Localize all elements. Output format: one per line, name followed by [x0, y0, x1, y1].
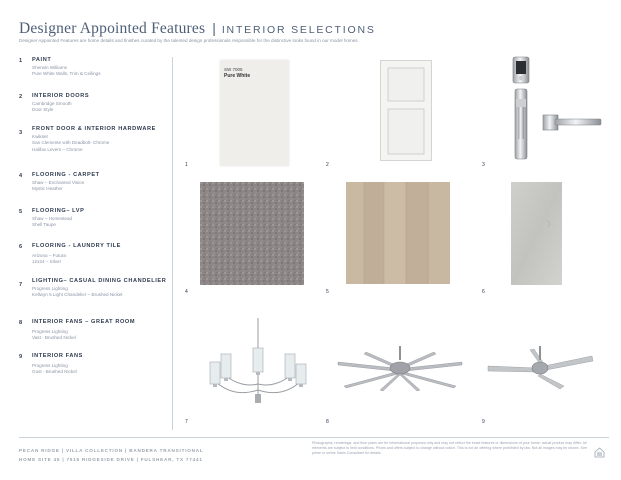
- paint-code: SW 7005: [224, 67, 243, 72]
- laundry-tile-image: [511, 182, 562, 285]
- item-number: 9: [19, 354, 23, 360]
- item-number: 8: [19, 320, 23, 326]
- item-detail: Progress Lighting: [32, 285, 68, 291]
- item-detail: Kwikset: [32, 133, 48, 139]
- great-room-fan-image: [336, 346, 464, 392]
- community-info: [19, 446, 203, 464]
- carpet-swatch-image: [200, 182, 304, 285]
- page-description: Designer Appointed Features are home details and finishes curated by the talented design professionals responsible for the distinctive looks found in our model homes.: [19, 38, 359, 43]
- item-detail: Mystic Heather: [32, 186, 63, 191]
- lvp-swatch-image: [346, 182, 450, 284]
- item-detail: Halifax Levers – Chrome: [32, 146, 83, 152]
- item-number: 4: [19, 173, 23, 179]
- selection-item-lvp: [19, 208, 169, 229]
- item-detail: Arizona – Futura: [32, 252, 66, 258]
- selection-item-chandelier: [19, 278, 169, 299]
- panel-number: 4: [185, 289, 188, 295]
- item-number: 7: [19, 282, 23, 288]
- panel-number: 5: [326, 289, 329, 295]
- item-detail: Sherwin Williams: [32, 64, 67, 70]
- selection-item-laundry-tile: [19, 243, 169, 266]
- panel-number: 8: [326, 419, 329, 425]
- item-detail: Gust - Brushed Nickel: [32, 369, 77, 374]
- community-line: PECAN RIDGE | VILLA COLLECTION | BANDERA TRANSITIONAL: [19, 448, 204, 453]
- interior-door-image: [380, 60, 432, 161]
- panel-number: 3: [482, 162, 485, 168]
- item-detail: Kellwyn 5 Light Chandelier – Brushed Nickel: [32, 292, 123, 297]
- paint-swatch-card: [220, 60, 289, 166]
- page-title: Designer Appointed Features: [19, 20, 206, 37]
- item-title: PAINT: [32, 57, 52, 63]
- item-detail: 12x24 – Silver: [32, 259, 62, 264]
- item-number: 3: [19, 130, 23, 136]
- item-detail: Pure White Walls, Trim & Ceilings: [32, 71, 101, 76]
- panel-number: 6: [482, 289, 485, 295]
- item-detail: Cambridge Smooth: [32, 100, 72, 106]
- paint-name: Pure White: [224, 73, 251, 79]
- selection-item-carpet: [19, 172, 169, 193]
- item-title: INTERIOR FANS: [32, 353, 83, 359]
- title-separator: |: [212, 20, 216, 36]
- interior-fan-image: [484, 346, 596, 392]
- item-title: INTERIOR DOORS: [32, 93, 90, 99]
- equal-housing-icon: [594, 447, 605, 458]
- door-hardware-image: [505, 55, 605, 163]
- item-title: FLOORING - LAUNDRY TILE: [32, 243, 122, 249]
- panel-number: 2: [326, 162, 329, 168]
- page-subtitle: INTERIOR SELECTIONS: [221, 24, 376, 36]
- item-title: FLOORING– LVP: [32, 208, 85, 214]
- panel-number: 1: [185, 162, 188, 168]
- item-title: LIGHTING– CASUAL DINING CHANDELIER: [32, 278, 167, 284]
- item-detail: San Clemente with Deadbolt- Chrome: [32, 140, 110, 145]
- item-detail: Shaw – Homestead: [32, 215, 73, 221]
- item-title: FLOORING - CARPET: [32, 172, 100, 178]
- sidebar-divider: [172, 57, 173, 430]
- chandelier-image: [204, 318, 312, 413]
- item-number: 6: [19, 244, 23, 250]
- page-header: [19, 20, 609, 40]
- footer-divider: [19, 437, 609, 438]
- selection-item-paint: [19, 57, 169, 78]
- address-line: HOME SITE 45 | 7515 RIDGESIDE DRIVE | FULSHEAR, TX 77441: [19, 457, 203, 462]
- panel-number: 7: [185, 419, 188, 425]
- item-detail: Door Style: [32, 107, 54, 112]
- item-title: FRONT DOOR & INTERIOR HARDWARE: [32, 126, 156, 132]
- item-number: 5: [19, 209, 23, 215]
- selection-item-hardware: [19, 126, 169, 153]
- item-number: 1: [19, 58, 23, 64]
- selection-item-fans: [19, 353, 169, 376]
- item-detail: Progress Lighting: [32, 362, 68, 368]
- selection-item-fans-great-room: [19, 319, 169, 342]
- item-detail: Vast - Brushed Nickel: [32, 335, 76, 340]
- item-detail: Shaw – Enchanted Vision: [32, 179, 85, 185]
- item-title: INTERIOR FANS – GREAT ROOM: [32, 319, 136, 325]
- item-detail: Shell Taupe: [32, 222, 56, 227]
- item-number: 2: [19, 94, 23, 100]
- selection-item-interior-doors: [19, 93, 169, 114]
- item-detail: Progress Lighting: [32, 328, 68, 334]
- panel-number: 9: [482, 419, 485, 425]
- legal-disclaimer: Photographs, renderings, and floor plans are for informational purposes only and may not reflect the exact features or dimensions of your home; actual product may differ. All elements are subject to field conditions. Prices and offers subject to change without notice. This is not an offering where prohibited by law. Not all images may be shown. See prime or online Sales Consultant for details.: [312, 441, 588, 455]
